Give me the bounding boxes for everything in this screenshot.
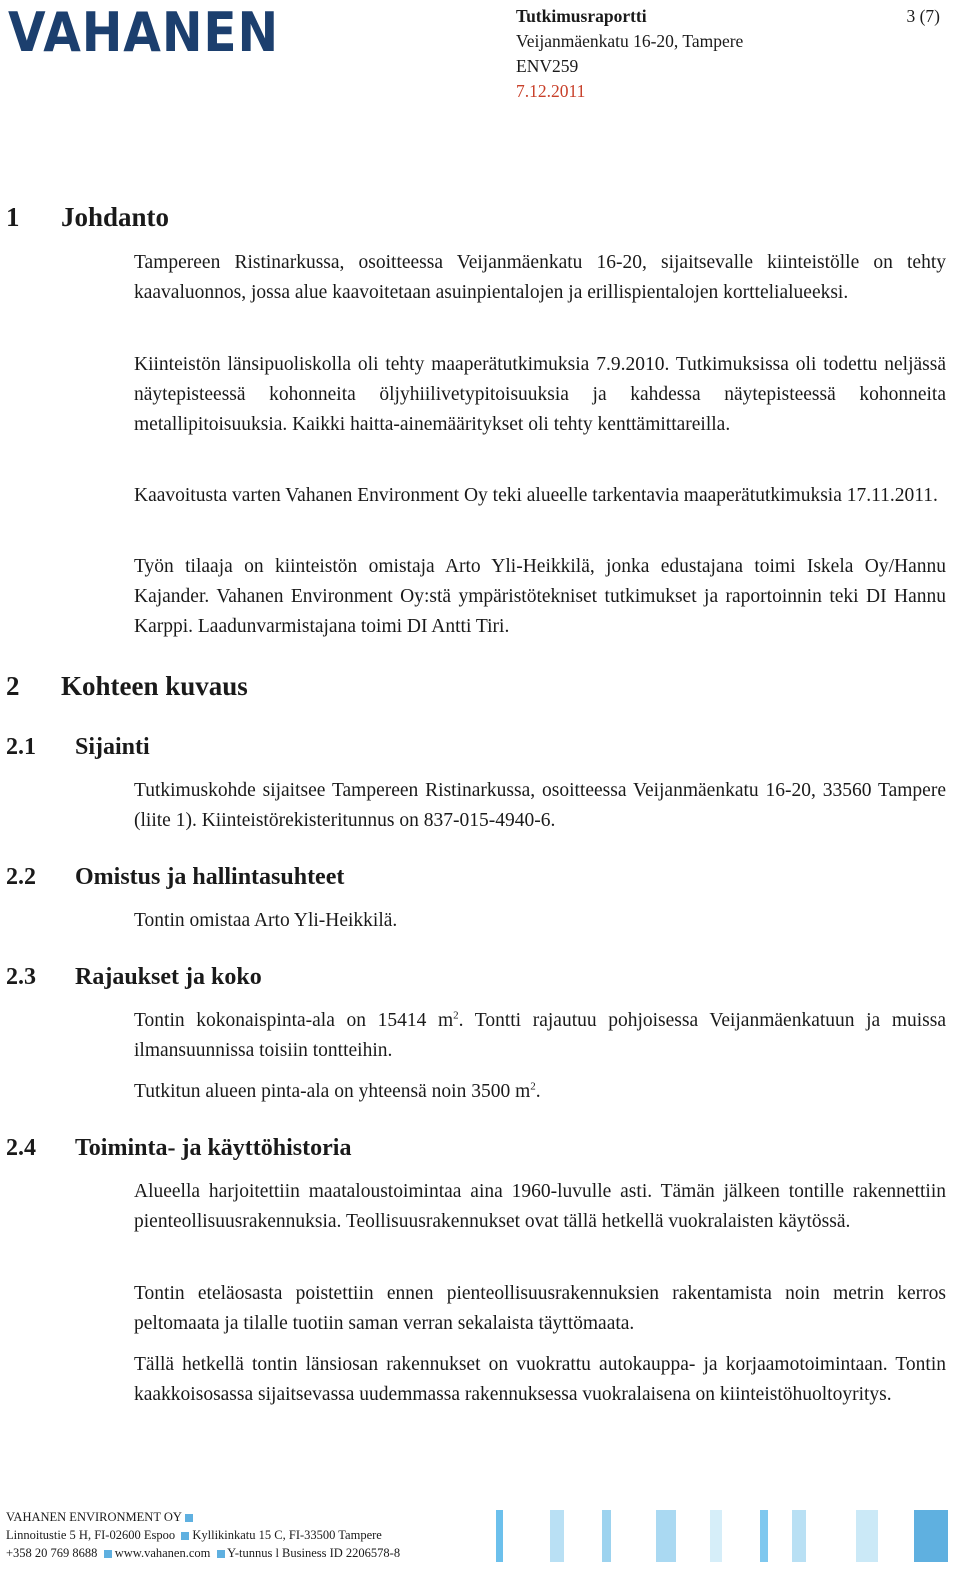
johdanto-paragraph-1: Tampereen Ristinarkussa, osoitteessa Veijanmäenkatu 16-20, sijaitsevalle kiinteistölle on tehty kaavaluonnos, jossa alue kaavoitetaan asuinpientalojen ja erillispientalojen korttelialueeksi. (134, 252, 946, 303)
heading-sijainti (6, 732, 150, 762)
toiminta-paragraph-2: Tontin eteläosasta poistettiin ennen pienteollisuusrakennuksien rakentamista noin metrin kerros peltomaata ja tilalle tuotiin saman verran sekalaista täyttömaata. (134, 1283, 946, 1334)
company-name: VAHANEN ENVIRONMENT OY (6, 1510, 182, 1524)
square-bullet-icon (185, 1514, 193, 1522)
section-title: Toiminta- ja käyttöhistoria (75, 1135, 352, 1161)
section-number: 2.4 (6, 1135, 36, 1161)
business-id: Y-tunnus l Business ID 2206578-8 (227, 1546, 401, 1560)
decorative-bar (656, 1510, 676, 1562)
omistus-paragraph: Tontin omistaa Arto Yli-Heikkilä. (134, 910, 398, 931)
vahanen-logo: VAHANEN (8, 1, 280, 64)
rajaukset-paragraph-1 (134, 1006, 946, 1066)
decorative-bar (496, 1510, 503, 1562)
phone-number: +358 20 769 8688 (6, 1546, 98, 1560)
square-bullet-icon (181, 1532, 189, 1540)
page-number: 3 (7) (906, 6, 940, 26)
section-number: 2.2 (6, 864, 36, 890)
johdanto-paragraph-2: Kiinteistön länsipuoliskolla oli tehty maaperätutkimuksia 7.9.2010. Tutkimuksissa oli todettu neljässä näytepisteessä kohonneita öljyhiilivetypitoisuuksia ja kahdessa näytepisteessä kohonneita metallipitoisuuksia. Kaikki haitta-ainemääritykset oli tehty kenttämittareilla. (134, 354, 946, 435)
heading-johdanto (6, 200, 169, 234)
section-title: Sijainti (75, 734, 150, 760)
website: www.vahanen.com (114, 1546, 211, 1560)
decorative-bar (550, 1510, 564, 1562)
footer-line-2 (6, 1526, 400, 1544)
office-address-tampere: Kyllikinkatu 15 C, FI-33500 Tampere (192, 1528, 382, 1542)
decorative-bar (792, 1510, 806, 1562)
footer-line-3 (6, 1544, 400, 1562)
heading-omistus (6, 862, 344, 892)
toiminta-paragraph-1: Alueella harjoitettiin maataloustoimintaa aina 1960-luvulle asti. Tämän jälkeen tontille rakennettiin pienteollisuusrakennuksia. Teollisuusrakennukset ovat tällä hetkellä vuokralaisten käytössä. (134, 1181, 946, 1232)
johdanto-paragraph-4: Työn tilaaja on kiinteistön omistaja Arto Yli-Heikkilä, jonka edustajana toimi Iskela Oy/Hannu Kajander. Vahanen Environment Oy:stä ympäristötekniset tutkimukset ja raportoinnin teki DI Hannu Karppi. Laadunvarmistajana toimi DI Antti Tiri. (134, 556, 946, 637)
section-number: 2.1 (6, 734, 36, 760)
rajaukset-paragraph-2 (134, 1077, 946, 1107)
text-run: Tutkitun alueen pinta-ala on yhteensä noin 3500 m (134, 1081, 531, 1102)
square-bullet-icon (217, 1550, 225, 1558)
project-code: ENV259 (516, 56, 579, 76)
document-header (516, 4, 940, 104)
section-title: Kohteen kuvaus (61, 671, 248, 701)
section-number: 1 (6, 202, 20, 232)
decorative-bar (856, 1510, 878, 1562)
footer-line-1 (6, 1508, 400, 1526)
toiminta-paragraph-3: Tällä hetkellä tontin länsiosan rakennukset on vuokrattu autokauppa- ja korjaamotoimintaan. Tontin kaakkoisosassa sijaitsevassa uudemmassa rakennuksessa vuokralaisena on kiinteistöhuoltoyritys. (134, 1354, 946, 1405)
superscript: 2 (530, 1080, 536, 1093)
section-number: 2.3 (6, 964, 36, 990)
section-title: Omistus ja hallintasuhteet (75, 864, 345, 890)
report-type: Tutkimusraportti (516, 6, 647, 26)
decorative-bar (710, 1510, 722, 1562)
page-footer (6, 1508, 400, 1562)
text-run: Tontin kokonaispinta-ala on 15414 m (134, 1010, 454, 1031)
heading-rajaukset (6, 962, 262, 992)
heading-toiminta (6, 1133, 351, 1163)
square-bullet-icon (104, 1550, 112, 1558)
section-title: Rajaukset ja koko (75, 964, 262, 990)
johdanto-paragraph-3: Kaavoitusta varten Vahanen Environment Oy teki alueelle tarkentavia maaperätutkimuksia 17.11.2011. (134, 485, 938, 506)
text-run: . (535, 1081, 541, 1102)
superscript: 2 (453, 1009, 459, 1022)
decorative-bar (602, 1510, 611, 1562)
heading-kohteen-kuvaus (6, 669, 248, 703)
text-run: . Tontti rajautuu pohjoisessa Veijanmäenkatuun ja muissa ilmansuunnissa toisiin tontteihin. (134, 1010, 946, 1061)
site-address: Veijanmäenkatu 16-20, Tampere (516, 31, 744, 51)
sijainti-paragraph: Tutkimuskohde sijaitsee Tampereen Ristinarkussa, osoitteessa Veijanmäenkatu 16-20, 33560 Tampere (liite 1). Kiinteistörekisteritunnus on 837-015-4940-6. (134, 780, 946, 831)
decorative-bar (914, 1510, 948, 1562)
decorative-bar (760, 1510, 768, 1562)
footer-decorative-bars (496, 1510, 948, 1562)
office-address-espoo: Linnoitustie 5 H, FI-02600 Espoo (6, 1528, 176, 1542)
section-title: Johdanto (61, 202, 170, 232)
report-date: 7.12.2011 (516, 81, 586, 101)
section-number: 2 (6, 671, 20, 701)
